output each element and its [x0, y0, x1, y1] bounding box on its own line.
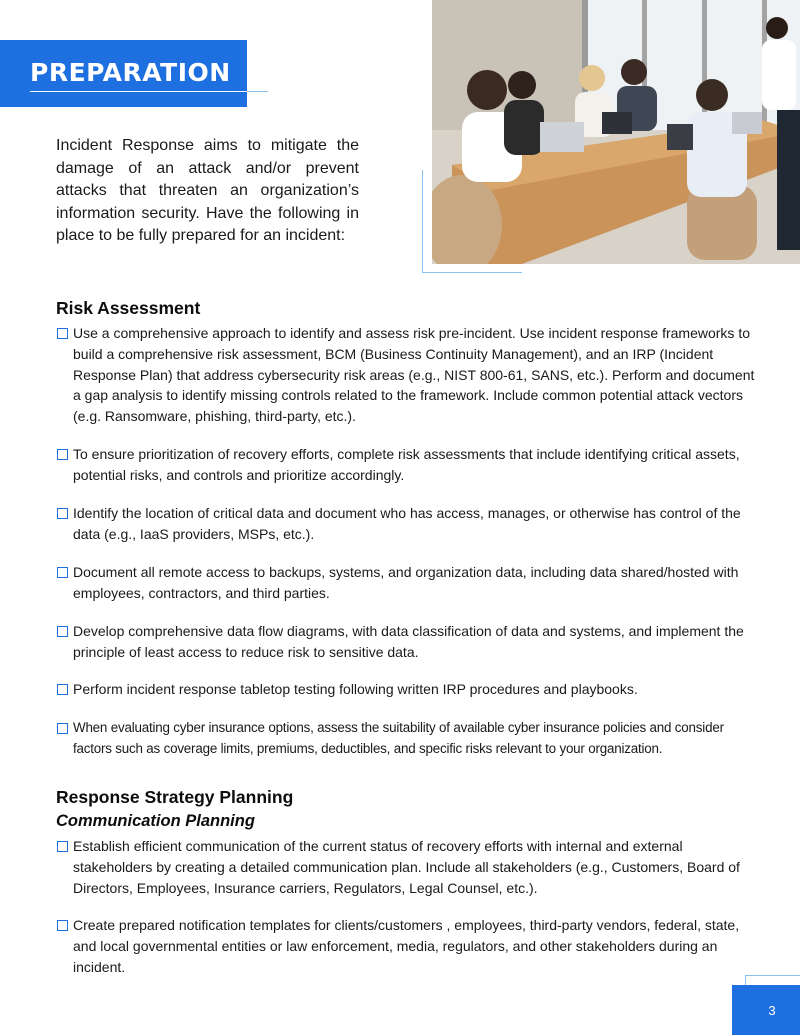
checkbox-icon — [57, 626, 68, 637]
checkbox-icon — [57, 508, 68, 519]
page-title: PREPARATION — [30, 58, 231, 87]
list-item-text: Establish efficient communication of the current status of recovery efforts with internal and external stakeholders by creating a detailed communication plan. Include all stakeholders (e.g., Customers, Board of Directors, Employees, Insurance carriers, Regulators, Legal Counsel, etc.). — [73, 838, 740, 896]
checkbox-icon — [57, 684, 68, 695]
list-item — [56, 621, 756, 663]
checkbox-icon — [57, 723, 68, 734]
list-item — [56, 444, 756, 486]
title-underline-extension — [247, 91, 268, 92]
subheading-communication-planning: Communication Planning — [56, 812, 255, 830]
list-item-text: To ensure prioritization of recovery efforts, complete risk assessments that include identifying critical assets, potential risks, and controls and prioritize accordingly. — [73, 446, 740, 483]
page-number — [732, 985, 800, 1035]
section-heading-response-strategy: Response Strategy Planning — [56, 787, 294, 807]
checkbox-icon — [57, 841, 68, 852]
checkbox-icon — [57, 920, 68, 931]
list-item-text: When evaluating cyber insurance options, assess the suitability of available cyber insurance policies and consider factors such as coverage limits, premiums, deductibles, and specific risks relevant to your organization. — [73, 720, 724, 756]
list-item — [56, 679, 756, 700]
page-number-text: 3 — [768, 1002, 776, 1018]
list-item-text: Perform incident response tabletop testing following written IRP procedures and playbooks. — [73, 681, 638, 697]
page-number-frame-line — [745, 975, 800, 976]
checkbox-icon — [57, 567, 68, 578]
list-item — [56, 915, 756, 977]
list-item-text: Use a comprehensive approach to identify and assess risk pre-incident. Use incident response frameworks to build a comprehensive risk assessment, BCM (Business Continuity Management), and an IRP (Incident Response Plan) that address cybersecurity risk areas (e.g., NIST 800-61, SANS, etc.). Perform and document a gap analysis to identify missing controls related to the framework. Include common potential attack vectors (e.g. Ransomware, phishing, third-party, etc.). — [73, 325, 755, 425]
list-item-text: Create prepared notification templates for clients/customers , employees, third-party vendors, federal, state, and local governmental entities or law enforcement, media, regulators, and other stakeholders during an incident. — [73, 917, 740, 975]
list-item — [56, 503, 756, 545]
photo-frame-line — [422, 272, 522, 273]
photo-frame-line — [422, 170, 423, 273]
section-heading-risk-assessment: Risk Assessment — [56, 298, 201, 318]
title-underline — [30, 91, 268, 92]
list-item-text: Develop comprehensive data flow diagrams, with data classification of data and systems, and implement the principle of least access to reduce risk to sensitive data. — [73, 623, 744, 660]
meeting-photo — [432, 0, 800, 264]
list-item — [56, 323, 756, 427]
checkbox-icon — [57, 449, 68, 460]
list-item-text: Identify the location of critical data and document who has access, manages, or otherwise has control of the data (e.g., IaaS providers, MSPs, etc.). — [73, 505, 741, 542]
list-item — [56, 562, 756, 604]
checkbox-icon — [57, 328, 68, 339]
list-item — [56, 718, 756, 760]
list-item-text: Document all remote access to backups, systems, and organization data, including data shared/hosted with employees, contractors, and third parties. — [73, 564, 739, 601]
list-item — [56, 836, 756, 898]
intro-paragraph: Incident Response aims to mitigate the damage of an attack and/or prevent attacks that threaten an organization’s information security. Have the following in place to be fully prepared for an incident: — [56, 137, 359, 245]
